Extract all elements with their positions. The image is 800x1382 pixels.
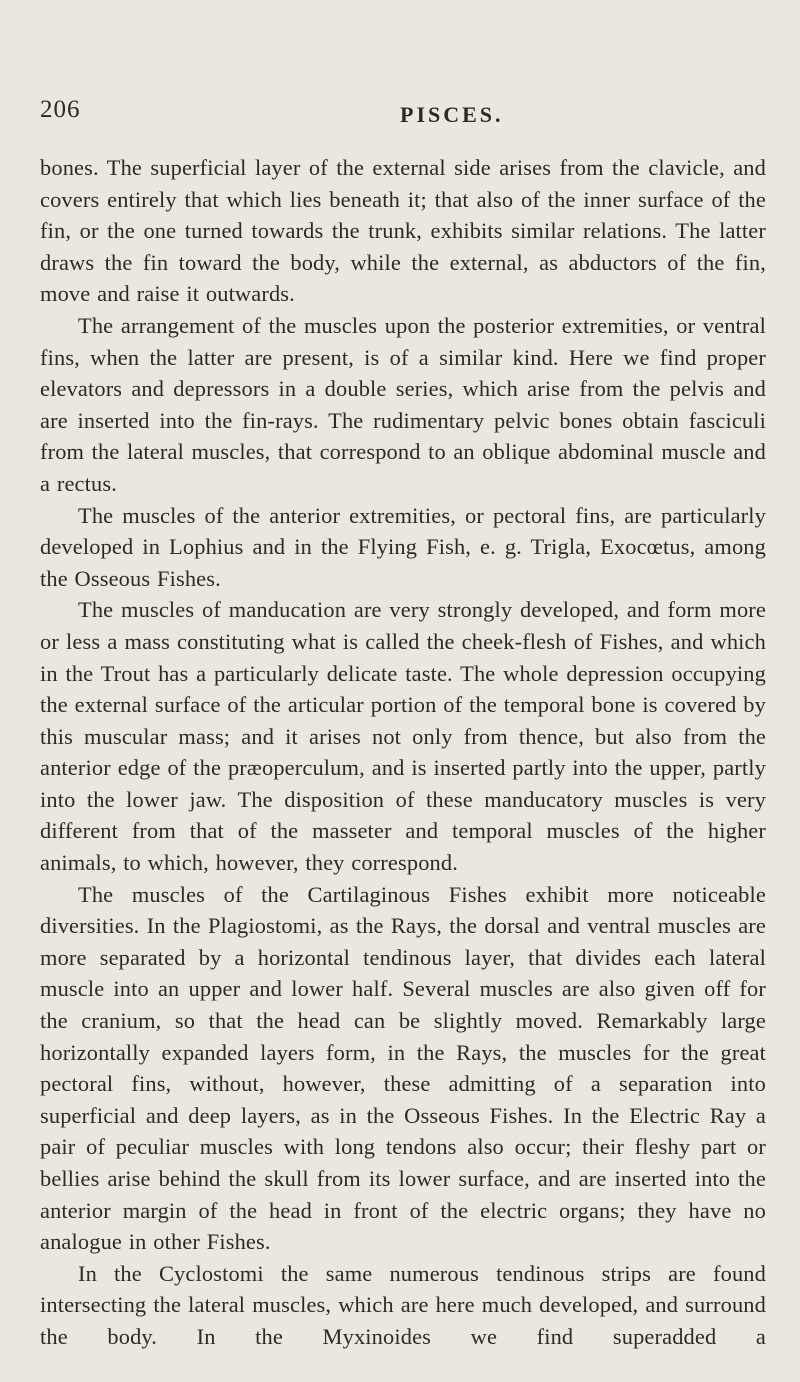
running-header: [40, 96, 766, 136]
paragraph-1: bones. The superficial layer of the external side arises from the clavicle, and covers entirely that which lies beneath it; that also of the inner surface of the fin, or the one turned towards the trunk, exhibits similar relations. The latter draws the fin toward the body, while the external, as abductors of the fin, move and raise it outwards.: [40, 155, 766, 307]
paragraph-3: The muscles of the anterior extremities, or pectoral fins, are particularly developed in Lophius and in the Flying Fish, e. g. Trigla, Exocœtus, among the Osseous Fishes.: [40, 502, 766, 591]
paragraph-6: In the Cyclostomi the same numerous tendinous strips are found intersecting the lateral muscles, which are here much developed, and surround the body. In the Myxinoides we find superadded a: [40, 1260, 766, 1349]
paragraph-2: The arrangement of the muscles upon the posterior extremities, or ventral fins, when the latter are present, is of a similar kind. Here we find proper elevators and depressors in a double series, which arise from the pelvis and are inserted into the fin-rays. The rudimentary pelvic bones obtain fasciculi from the lateral muscles, that correspond to an oblique abdominal muscle and a rectus.: [40, 312, 766, 496]
page-number: 206: [40, 96, 81, 123]
running-title: PISCES.: [400, 102, 504, 127]
paragraph-5: The muscles of the Cartilaginous Fishes exhibit more noticeable diversities. In the Plagiostomi, as the Rays, the dorsal and ventral muscles are more separated by a horizontal tendinous layer, that divides each lateral muscle into an upper and lower half. Several muscles are also given off for the cranium, so that the head can be slightly moved. Remarkably large horizontally expanded layers form, in the Rays, the muscles for the great pectoral fins, without, however, these admitting of a separation into superficial and deep layers, as in the Osseous Fishes. In the Electric Ray a pair of peculiar muscles with long tendons also occur; their fleshy part or bellies arise behind the skull from its lower surface, and are inserted into the anterior margin of the head in front of the electric organs; they have no analogue in other Fishes.: [40, 881, 766, 1255]
body-text: [40, 152, 766, 1353]
paragraph-4: The muscles of manducation are very strongly developed, and form more or less a mass constituting what is called the cheek-flesh of Fishes, and which in the Trout has a particularly delicate taste. The whole depression occupying the external surface of the articular portion of the temporal bone is covered by this muscular mass; and it arises not only from thence, but also from the anterior edge of the præoperculum, and is inserted partly into the upper, partly into the lower jaw. The disposition of these manducatory muscles is very different from that of the masseter and temporal muscles of the higher animals, to which, however, they correspond.: [40, 597, 766, 876]
